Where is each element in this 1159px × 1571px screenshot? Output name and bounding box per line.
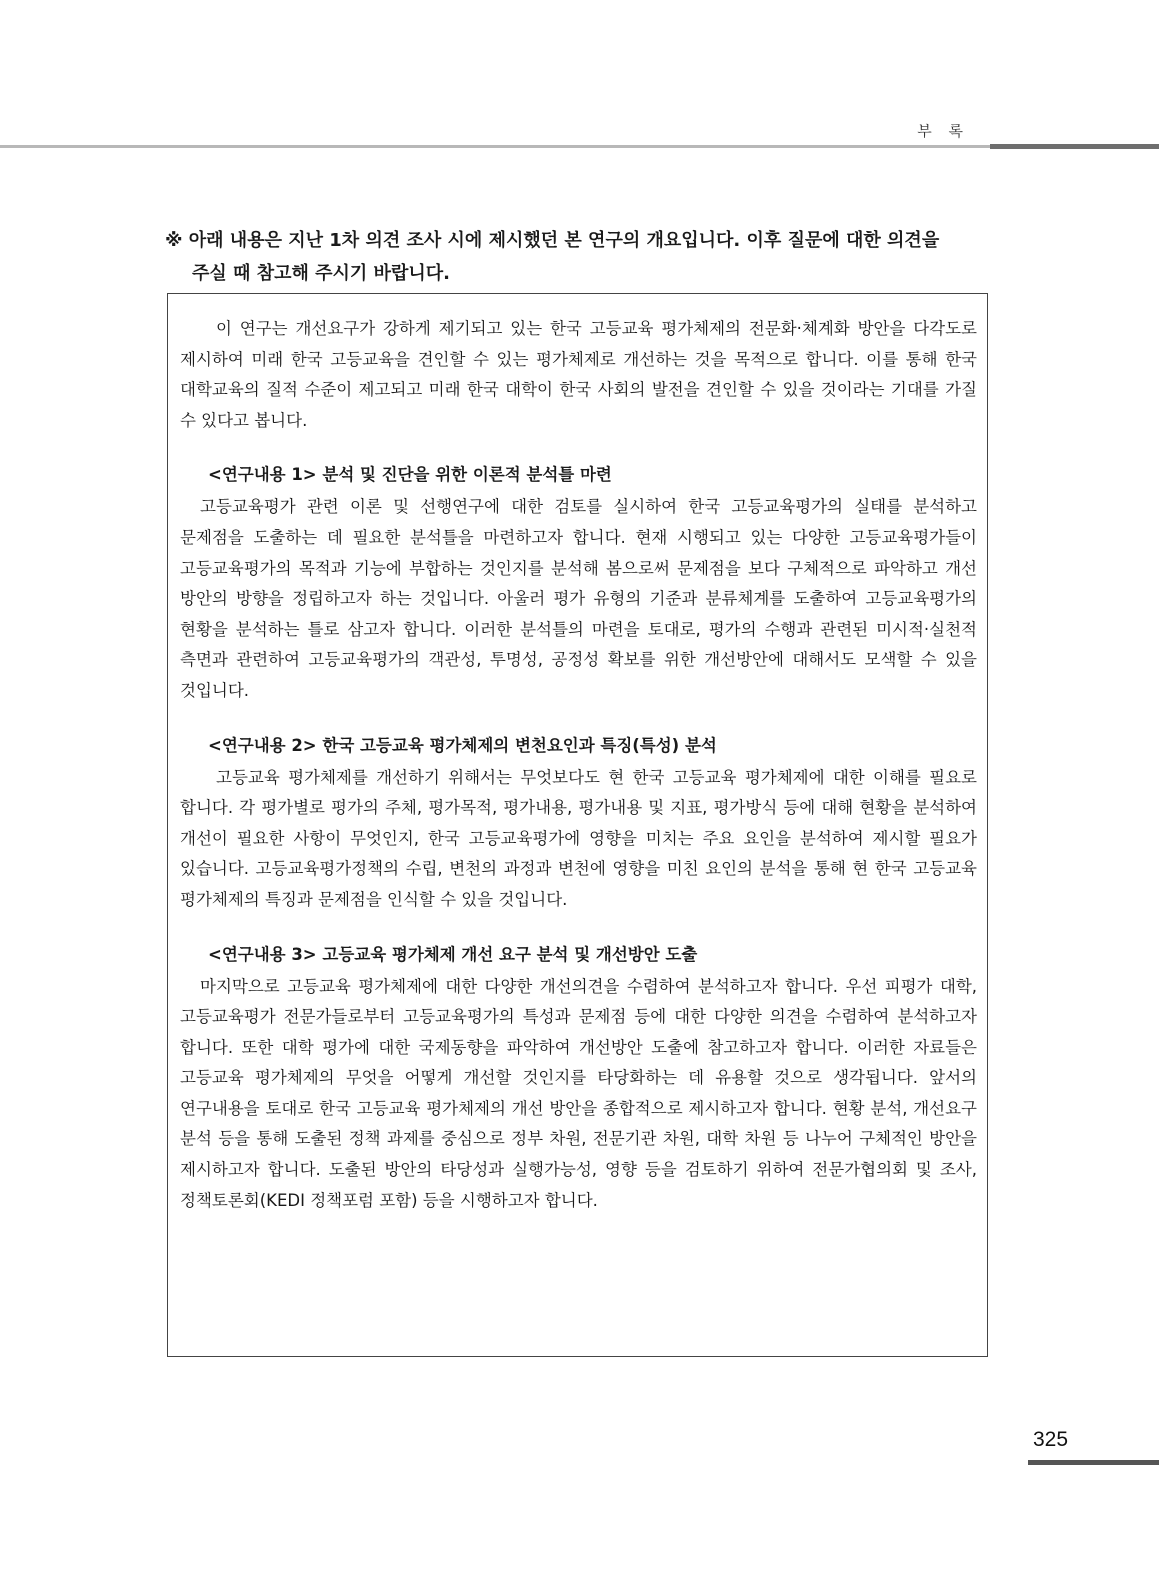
footer-rule [1028, 1460, 1159, 1465]
summary-box [167, 293, 988, 1357]
intro-paragraph: 이 연구는 개선요구가 강하게 제기되고 있는 한국 고등교육 평가체제의 전문화·체계화 방안을 다각도로 제시하여 미래 한국 고등교육을 견인할 수 있는 평가체제로 개선하는 것을 목적으로 합니다. 이를 통해 한국 대학교육의 질적 수준이 제고되고 미래 한국 대학이 한국 사회의 발전을 견인할 수 있을 것이라는 기대를 가질 수 있다고 봅니다. [180, 319, 977, 430]
section-1-body: 고등교육평가 관련 이론 및 선행연구에 대한 검토를 실시하여 한국 고등교육평가의 실태를 분석하고 문제점을 도출하는 데 필요한 분석틀을 마련하고자 합니다. 현재 시행되고 있는 다양한 고등교육평가들이 고등교육평가의 목적과 기능에 부합하는 것인지를 분석해 봄으로써 문제점을 보다 구체적으로 파악하고 개선 방안의 방향을 정립하고자 하는 것입니다. 아울러 평가 유형의 기준과 분류체계를 도출하여 고등교육평가의 현황을 분석하는 틀로 삼고자 합니다. 이러한 분석틀의 마련을 토대로, 평가의 수행과 관련된 미시적·실천적 측면과 관련하여 고등교육평가의 객관성, 투명성, 공정성 확보를 위한 개선방안에 대해서도 모색할 수 있을 것입니다. [180, 497, 977, 700]
section-3-heading: <연구내용 3> 고등교육 평가체제 개선 요구 분석 및 개선방안 도출 [208, 944, 698, 964]
section-2-body: 고등교육 평가체제를 개선하기 위해서는 무엇보다도 현 한국 고등교육 평가체제에 대한 이해를 필요로 합니다. 각 평가별로 평가의 주체, 평가목적, 평가내용, 평가내용 및 지표, 평가방식 등에 대해 현황을 분석하여 개선이 필요한 사항이 무엇인지, 한국 고등교육평가에 영향을 미치는 주요 요인을 분석하여 제시할 필요가 있습니다. 고등교육평가정책의 수립, 변천의 과정과 변천에 영향을 미친 요인의 분석을 통해 현 한국 고등교육 평가체제의 특징과 문제점을 인식할 수 있을 것입니다. [180, 767, 977, 909]
header-rule-accent [990, 144, 1159, 149]
notice-line-1: ※ 아래 내용은 지난 1차 의견 조사 시에 제시했던 본 연구의 개요입니다. 이후 질문에 대한 의견을 [165, 230, 940, 251]
section-1-heading: <연구내용 1> 분석 및 진단을 위한 이론적 분석틀 마련 [208, 465, 612, 485]
section-3-body: 마지막으로 고등교육 평가체제에 대한 다양한 개선의견을 수렴하여 분석하고자 합니다. 우선 피평가 대학, 고등교육평가 전문가들로부터 고등교육평가의 특성과 문제점 등에 대한 다양한 의견을 수렴하여 분석하고자 합니다. 또한 대학 평가에 대한 국제동향을 파악하여 개선방안 도출에 참고하고자 합니다. 이러한 자료들은 고등교육 평가체제의 무엇을 어떻게 개선할 것인지를 타당화하는 데 유용할 것으로 생각됩니다. 앞서의 연구내용을 토대로 한국 고등교육 평가체제의 개선 방안을 종합적으로 제시하고자 합니다. 현황 분석, 개선요구 분석 등을 통해 도출된 정책 과제를 중심으로 정부 차원, 전문기관 차원, 대학 차원 등 나누어 구체적인 방안을 제시하고자 합니다. 도출된 방안의 타당성과 실행가능성, 영향 등을 검토하기 위하여 전문가협의회 및 조사, 정책토론회(KEDI 정책포럼 포함) 등을 시행하고자 합니다. [180, 976, 977, 1210]
header-rule [0, 145, 1159, 148]
section-2-heading: <연구내용 2> 한국 고등교육 평가체제의 변천요인과 특징(특성) 분석 [208, 735, 717, 755]
page-number: 325 [1033, 1428, 1069, 1451]
notice [165, 224, 995, 290]
running-head: 부 록 [917, 122, 969, 140]
notice-line-2: 주실 때 참고해 주시기 바랍니다. [192, 263, 450, 284]
